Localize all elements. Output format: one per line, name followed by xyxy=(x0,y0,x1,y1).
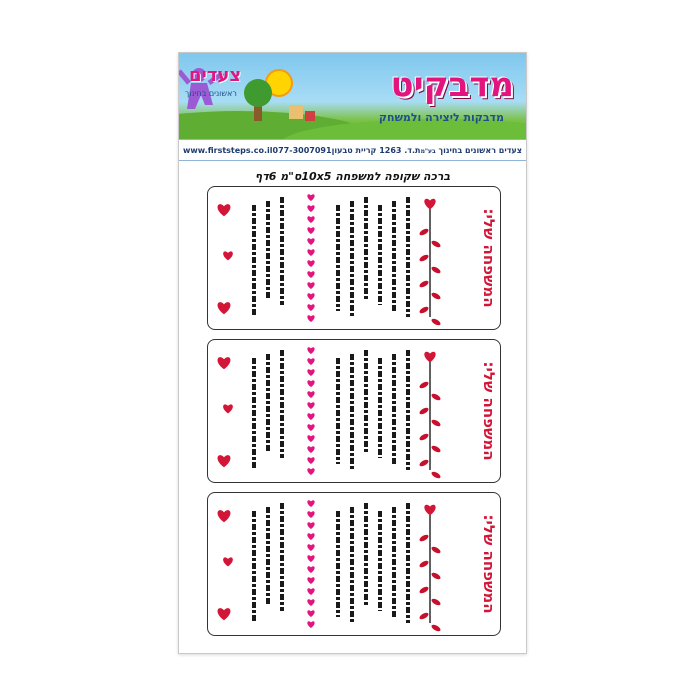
card-heading: המשפחה שלי: xyxy=(480,514,498,614)
heart-icon xyxy=(307,621,314,628)
sticker-cards xyxy=(207,186,499,645)
sticker-card xyxy=(207,339,501,483)
rose-stem-icon xyxy=(418,352,441,480)
heart-icon xyxy=(307,511,314,518)
logo-tagline: מדבקות ליצירה ולמשחק xyxy=(378,111,504,124)
heart-icon xyxy=(307,194,314,201)
heart-icon xyxy=(307,468,314,475)
heart-icon xyxy=(307,599,314,606)
tree-icon xyxy=(244,79,272,107)
heart-divider xyxy=(307,500,314,628)
heart-icon xyxy=(307,260,314,267)
heart-icon xyxy=(307,380,314,387)
verse-lines xyxy=(254,197,408,317)
heart-icon xyxy=(307,588,314,595)
heart-icon xyxy=(307,610,314,617)
rose-stem-icon xyxy=(418,505,441,633)
card-art xyxy=(208,493,500,635)
company-name: צעדים ראשונים בחינוך xyxy=(438,145,522,155)
heart-icon xyxy=(307,249,314,256)
corner-hearts xyxy=(218,510,233,620)
company-suffix: בע"מ xyxy=(420,147,436,155)
corner-hearts xyxy=(218,357,233,467)
card-art xyxy=(208,187,500,329)
heart-icon xyxy=(307,391,314,398)
website-text: www.firststeps.co.il xyxy=(183,145,273,155)
heart-icon xyxy=(307,544,314,551)
heart-divider xyxy=(307,194,314,322)
sticker-package xyxy=(178,52,527,654)
heart-icon xyxy=(307,446,314,453)
sheet-title: ברכה שקופה למשפחה 10x5ס"מ 6דף xyxy=(254,170,451,183)
brand-name: צעדים xyxy=(189,65,242,86)
heart-icon xyxy=(307,282,314,289)
heart-icon xyxy=(307,271,314,278)
heart-icon xyxy=(218,510,231,522)
phone-text: 077-3007091 xyxy=(272,145,332,155)
sticker-card xyxy=(207,492,501,636)
heart-icon xyxy=(218,204,231,216)
heart-icon xyxy=(307,413,314,420)
heart-icon xyxy=(307,227,314,234)
card-art xyxy=(208,340,500,482)
heart-icon xyxy=(307,347,314,354)
heart-icon xyxy=(223,557,233,566)
card-heading: המשפחה שלי: xyxy=(480,361,498,461)
heart-icon xyxy=(307,369,314,376)
package-header xyxy=(179,53,526,161)
contact-bar xyxy=(179,139,526,161)
verse-lines xyxy=(254,503,408,623)
heart-icon xyxy=(307,358,314,365)
heart-icon xyxy=(307,293,314,300)
heart-icon xyxy=(307,500,314,507)
heart-icon xyxy=(218,608,231,620)
verse-lines xyxy=(254,350,408,470)
brand-subtitle: ראשונים בחינוך xyxy=(185,89,237,98)
heart-icon xyxy=(307,522,314,529)
heart-icon xyxy=(307,205,314,212)
toy-icon xyxy=(305,111,315,121)
heart-divider xyxy=(307,347,314,475)
heart-icon xyxy=(307,555,314,562)
heart-icon xyxy=(307,424,314,431)
heart-icon xyxy=(307,315,314,322)
heart-icon xyxy=(307,577,314,584)
sticker-card xyxy=(207,186,501,330)
heart-icon xyxy=(307,533,314,540)
heart-icon xyxy=(307,435,314,442)
address-text: ת.ד. 1263 קריית טבעון xyxy=(331,145,421,155)
heart-icon xyxy=(218,357,231,369)
easel-icon xyxy=(289,105,303,119)
heart-icon xyxy=(223,251,233,260)
heart-icon xyxy=(307,402,314,409)
heart-icon xyxy=(218,302,231,314)
rose-stem-icon xyxy=(418,199,441,327)
heart-icon xyxy=(307,238,314,245)
logo-title: מדבקיט xyxy=(390,65,514,105)
heart-icon xyxy=(307,216,314,223)
heart-icon xyxy=(307,457,314,464)
heart-icon xyxy=(223,404,233,413)
corner-hearts xyxy=(218,204,233,314)
heart-icon xyxy=(218,455,231,467)
heart-icon xyxy=(307,304,314,311)
card-heading: המשפחה שלי: xyxy=(480,208,498,308)
company-text xyxy=(421,146,522,155)
heart-icon xyxy=(307,566,314,573)
